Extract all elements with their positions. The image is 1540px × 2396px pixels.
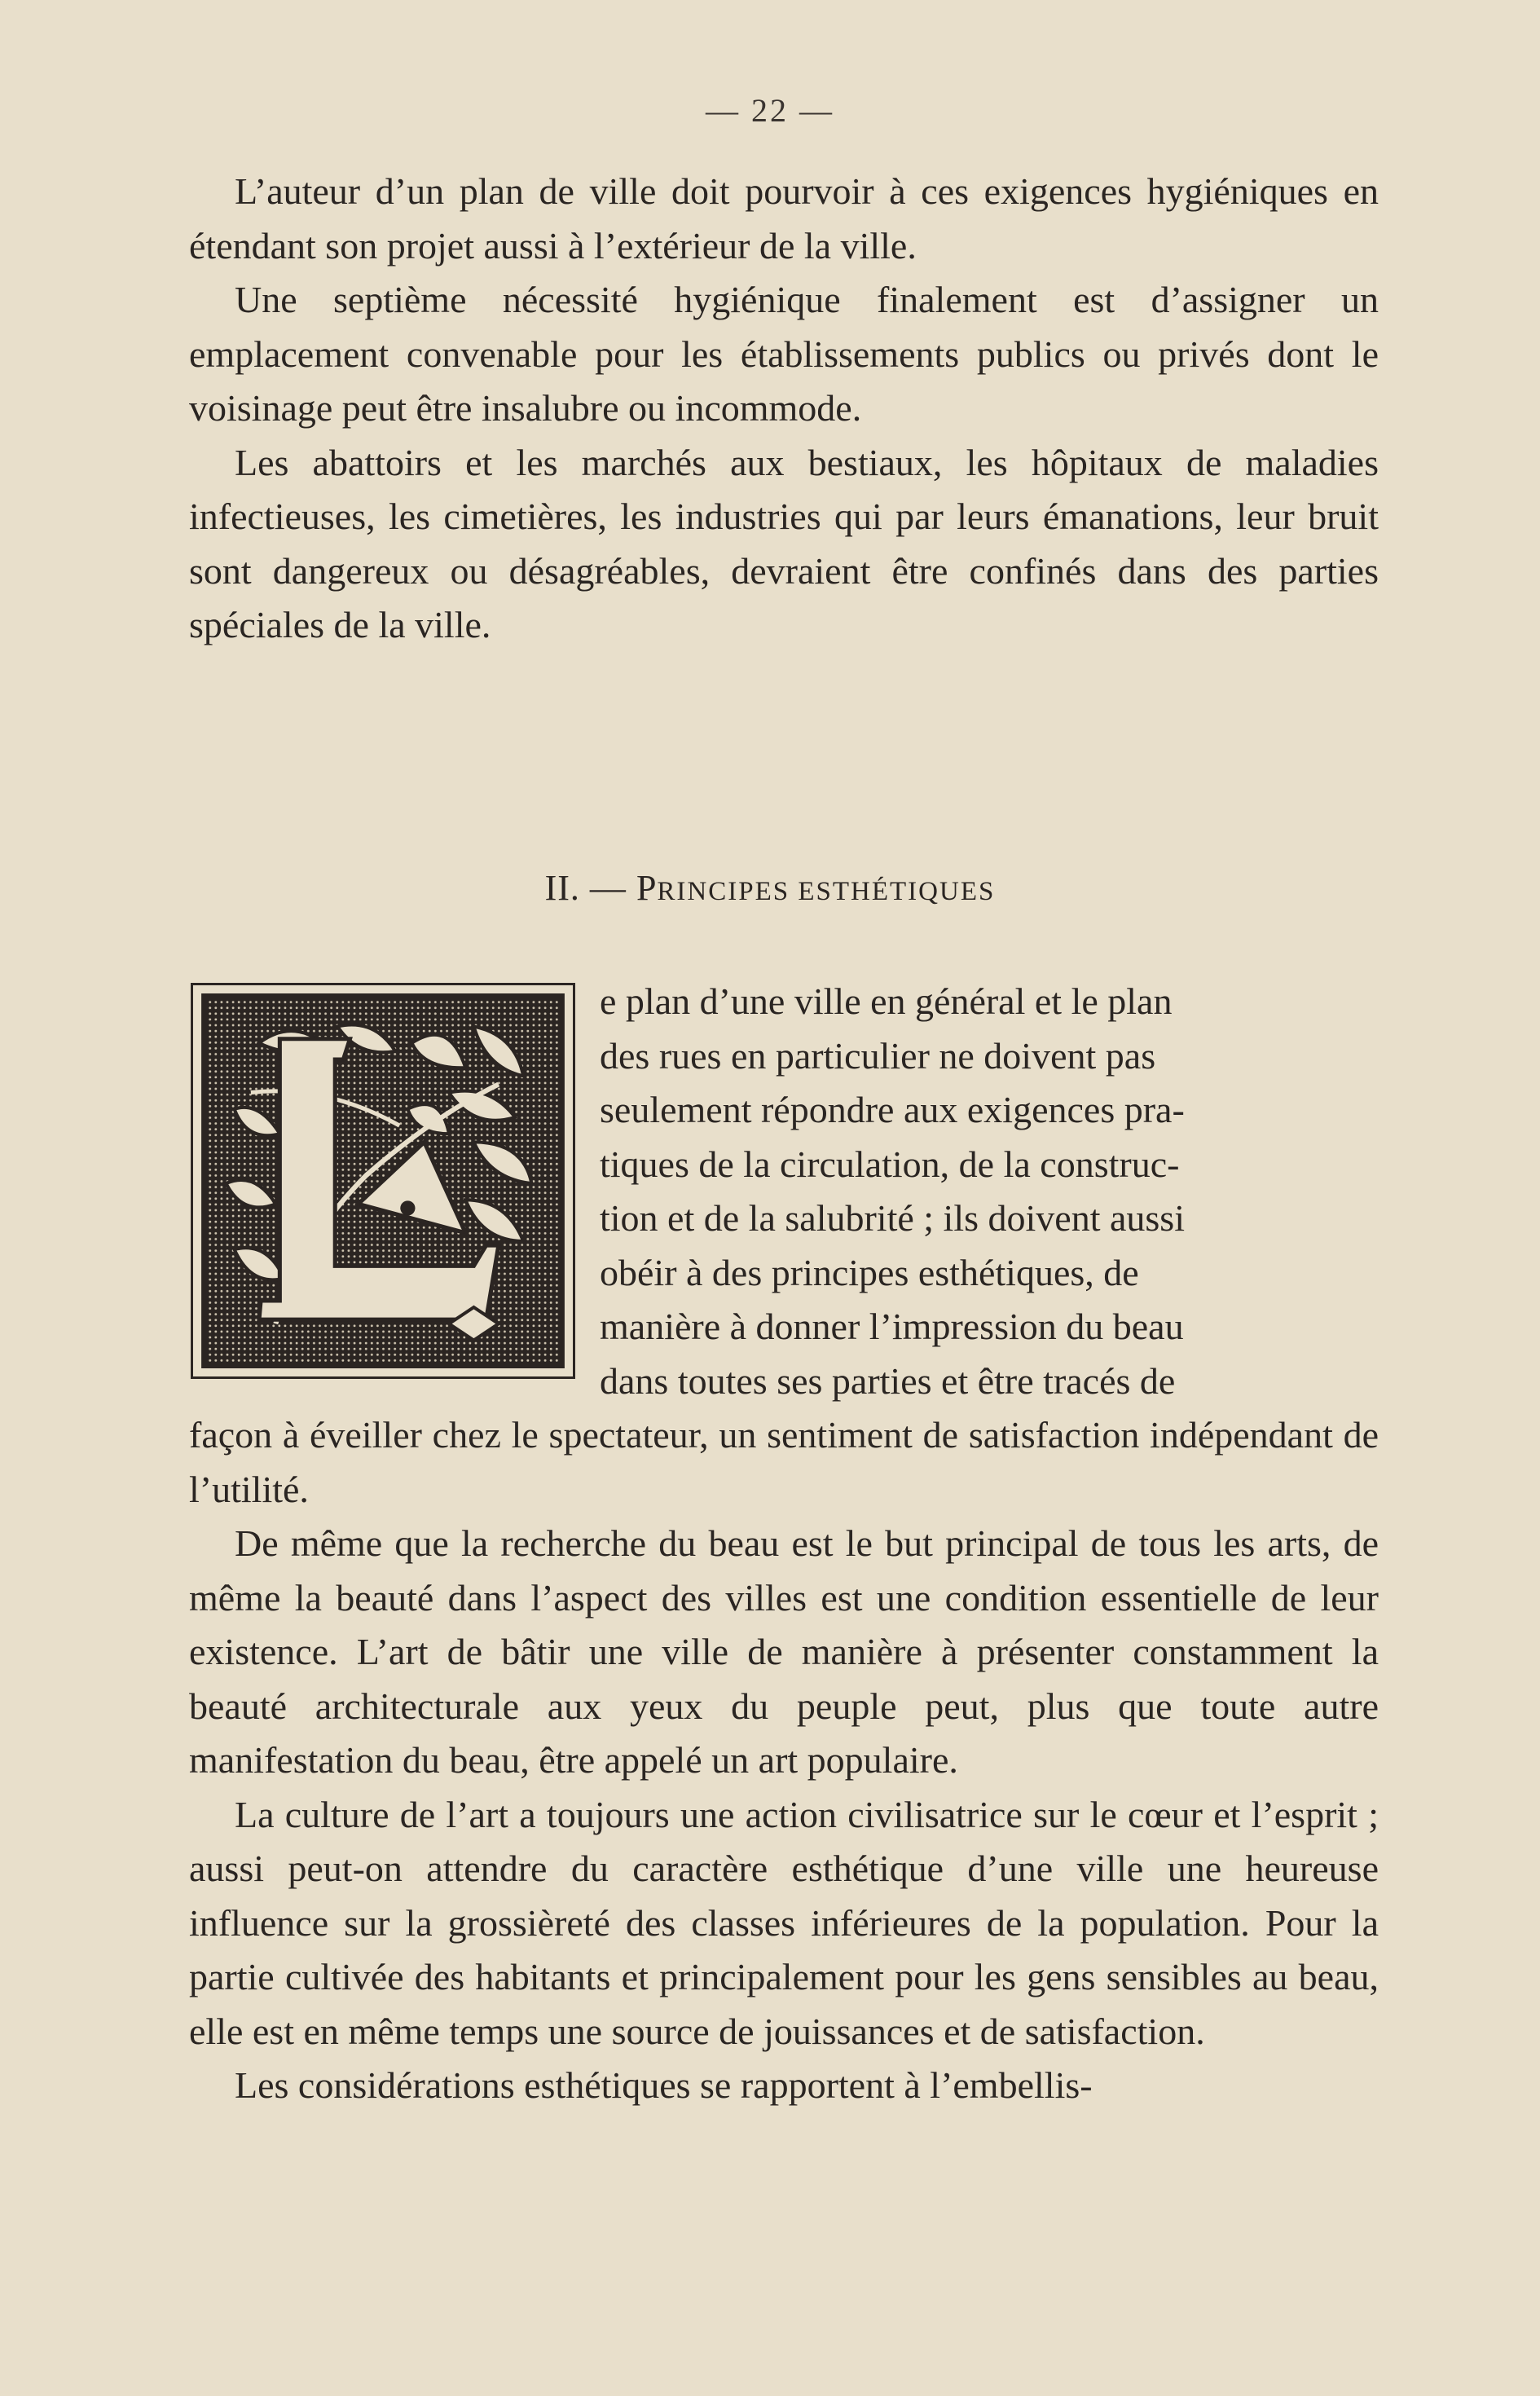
dropcap-paragraph-lines [600, 975, 1385, 1408]
text-line: des rues en particulier ne doivent pas [600, 1034, 1156, 1077]
decorated-initial-L [191, 983, 575, 1379]
text-line: tiques de la circulation, de la construc- [600, 1143, 1180, 1185]
paragraph: Les abattoirs et les marchés aux bestiaux, les hôpitaux de maladies infectieuses, les cimetières, les industries qui par leurs émanations, leur bruit sont dangereux ou désagréables, devraient être confinés dans des parties spéciales de la ville. [189, 441, 1379, 645]
paragraph: Les considérations esthétiques se rapportent à l’embellis- [235, 2064, 1093, 2106]
body-text-top [189, 165, 1379, 653]
section-heading [0, 867, 1540, 909]
text-line: seulement répondre aux exigences pra- [600, 1089, 1185, 1130]
paragraph: La culture de l’art a toujours une action civilisatrice sur le cœur et l’esprit ; aussi peut-on attendre du caractère esthétique d’une ville une heureuse influence sur la grossièreté des classes inférieures de la population. Pour la partie cultivée des habitants et principalement pour les gens sensibles au beau, elle est en même temps une source de jouissances et de satisfaction. [189, 1793, 1379, 2052]
ornament-icon [201, 993, 565, 1368]
paragraph: Une septième nécessité hygiénique finalement est d’assigner un emplacement convenable pour les établissements publics ou privés dont le voisinage peut être insalubre ou incommode. [189, 279, 1379, 429]
paragraph: De même que la recherche du beau est le but principal de tous les arts, de même la beauté dans l’aspect des villes est une condition essentielle de leur existence. L’art de bâtir une ville de manière à présenter constamment la beauté architecturale aux yeux du peuple peut, plus que toute autre manifestation du beau, être appelé un art populaire. [189, 1522, 1379, 1781]
text-line: manière à donner l’impression du beau [600, 1306, 1184, 1347]
text-line: e plan d’une ville en général et le plan [600, 980, 1173, 1022]
text-line: tion et de la salubrité ; ils doivent aussi [600, 1197, 1185, 1239]
section-title: PRINCIPES ESTHÉTIQUES [636, 868, 996, 908]
text-line: obéir à des principes esthétiques, de [600, 1251, 1139, 1293]
body-text-bottom [189, 1408, 1379, 2113]
paragraph: L’auteur d’un plan de ville doit pourvoir à ces exigences hygiéniques en étendant son projet aussi à l’extérieur de la ville. [189, 170, 1379, 266]
paragraph-continuation: façon à éveiller chez le spectateur, un sentiment de satisfaction indépendant de l’utilité. [189, 1414, 1379, 1510]
text-line: dans toutes ses parties et être tracés de [600, 1359, 1176, 1402]
page-number: — 22 — [706, 92, 834, 129]
section-numeral: II. — [544, 868, 627, 908]
